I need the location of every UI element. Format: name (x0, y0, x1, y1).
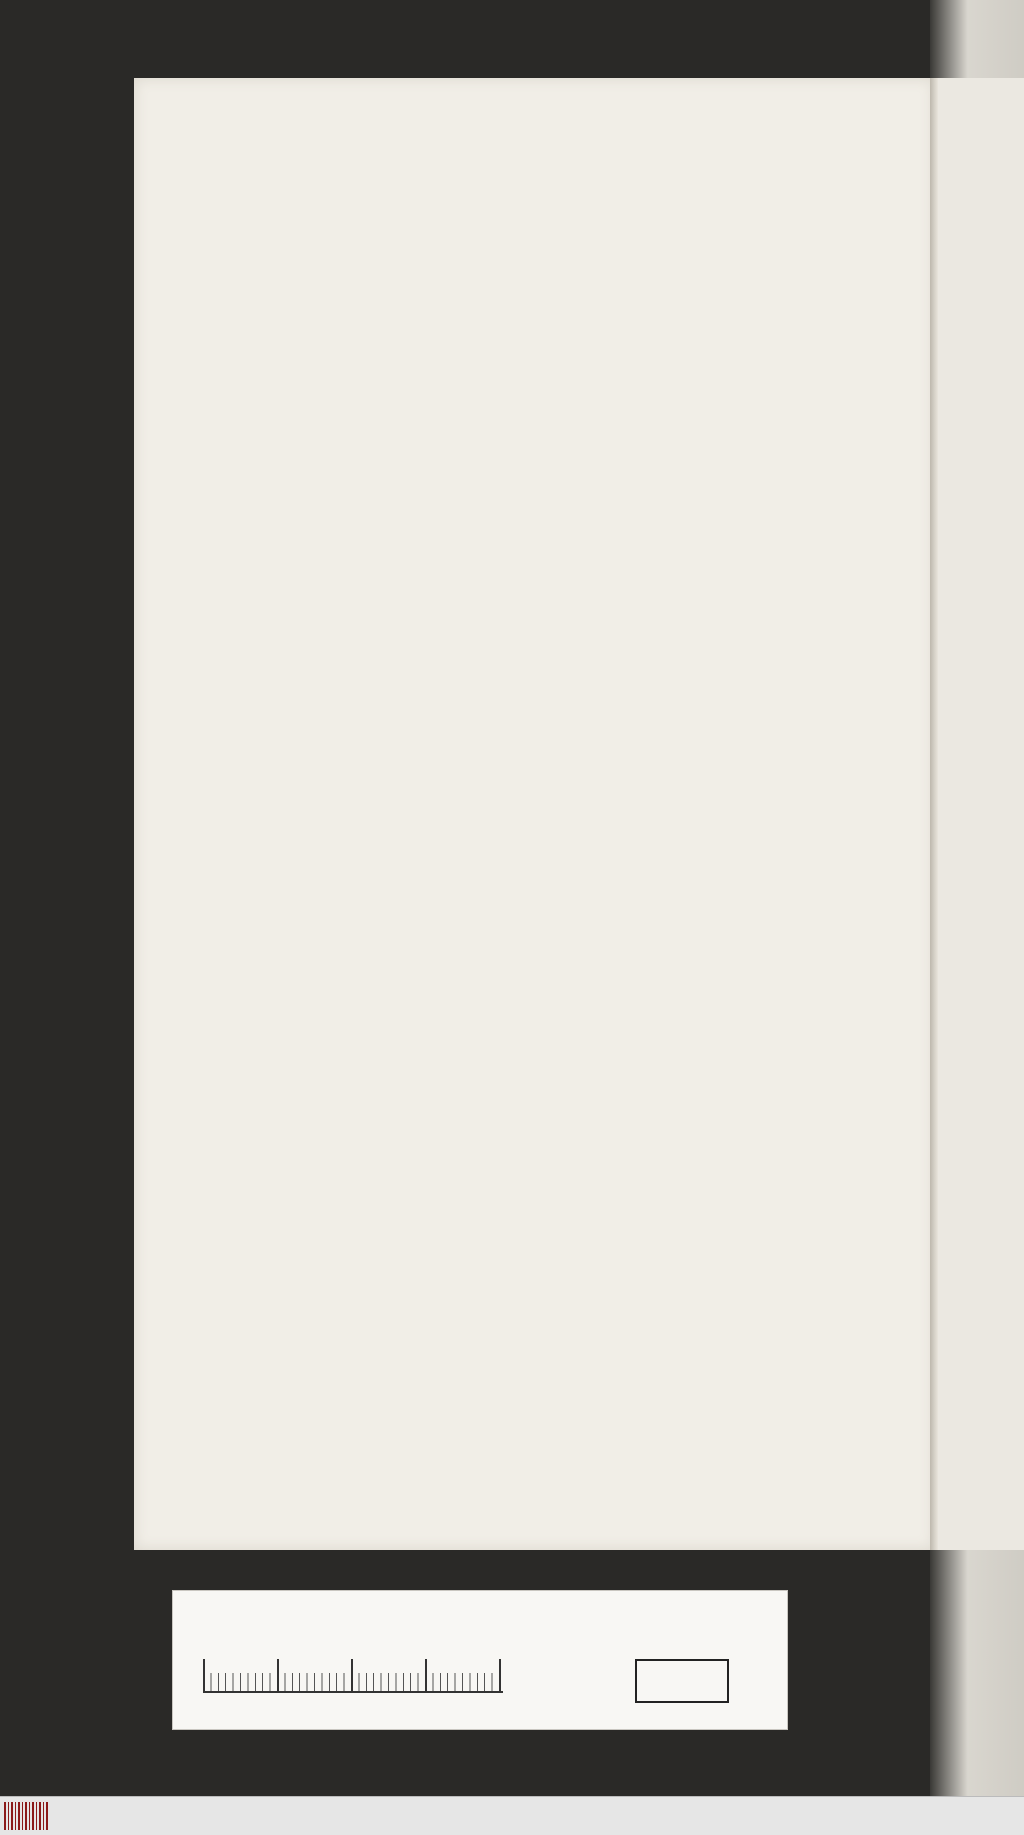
drop-initial (275, 334, 335, 410)
page-gutter (930, 78, 938, 1550)
library-color-card (172, 1590, 788, 1730)
running-header (275, 178, 885, 218)
verse-line (275, 370, 885, 408)
footer-bar (0, 1796, 1024, 1835)
verse-line (275, 332, 885, 370)
page-text (275, 178, 885, 410)
scene-characters (275, 280, 885, 332)
adjacent-page (938, 78, 1024, 1550)
scale-ruler (203, 1659, 503, 1693)
gray-scale-swatch (635, 1659, 729, 1703)
act-heading (275, 228, 885, 280)
first-speech (275, 332, 885, 408)
hab-barcode-icon (4, 1802, 48, 1830)
